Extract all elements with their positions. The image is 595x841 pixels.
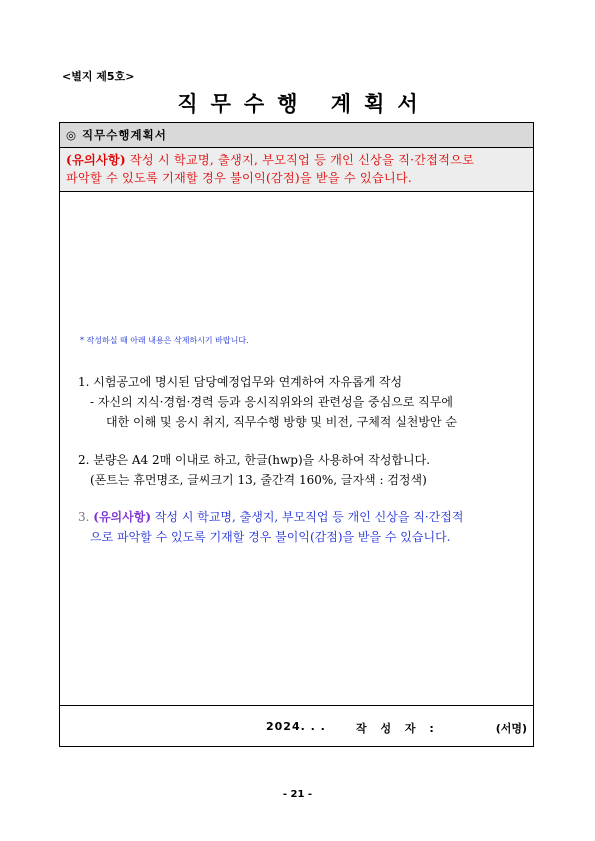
item1-line-1: 1. 시험공고에 명시된 담당예정업무와 연계하여 자유롭게 작성 (78, 375, 403, 389)
item3-text-1: 작성 시 학교명, 출생지, 부모직업 등 개인 신상을 직·간접적 (151, 510, 464, 524)
warning-line-2: 파악할 수 있도록 기재할 경우 불이익(감점)을 받을 수 있습니다. (66, 171, 412, 185)
instruction-item-2 (78, 450, 526, 490)
warning-text-1: 작성 시 학교명, 출생지, 부모직업 등 개인 신상을 직·간접적으로 (125, 153, 475, 167)
delete-note: * 작성하실 때 아래 내용은 삭제하시기 바랍니다. (80, 336, 249, 345)
signature-field[interactable]: (서명) (495, 722, 527, 735)
form-body[interactable] (60, 192, 533, 705)
item3-prefix: (유의사항) (93, 510, 152, 524)
item3-line-2: 으로 파악할 수 있도록 기재할 경우 불이익(감점)을 받을 수 있습니다. (90, 530, 451, 544)
item2-line-2: (폰트는 휴먼명조, 글씨크기 13, 줄간격 160%, 글자색 : 검정색) (90, 473, 427, 487)
item2-line-1: 2. 분량은 A4 2매 이내로 하고, 한글(hwp)을 사용하여 작성합니다. (78, 453, 431, 467)
item3-number: 3. (78, 510, 90, 524)
warning-notice (60, 148, 533, 192)
item1-line-2: - 자신의 지식·경험·경력 등과 응시직위와의 관련성을 중심으로 직무에 (90, 395, 453, 409)
page-number: - 21 - (282, 789, 313, 800)
form-header: ◎ 직무수행계획서 (60, 123, 533, 148)
footer-divider (60, 705, 533, 706)
warning-line-1 (66, 151, 527, 169)
item3-line-1 (78, 507, 526, 527)
date-field[interactable]: 2024. . . (266, 720, 326, 733)
instruction-item-1 (78, 372, 526, 432)
warning-prefix: (유의사항) (66, 153, 126, 167)
writer-label: 작 성 자 : (356, 722, 439, 735)
item1-line-3: 대한 이해 및 응시 취지, 직무수행 방향 및 비전, 구체적 실천방안 순 (106, 415, 457, 429)
page-title: 직무수행 계획서 (177, 92, 431, 116)
plan-form (59, 122, 534, 747)
annex-label: <별지 제5호> (62, 70, 135, 83)
signature-row (60, 715, 533, 737)
instruction-item-3 (78, 507, 526, 547)
